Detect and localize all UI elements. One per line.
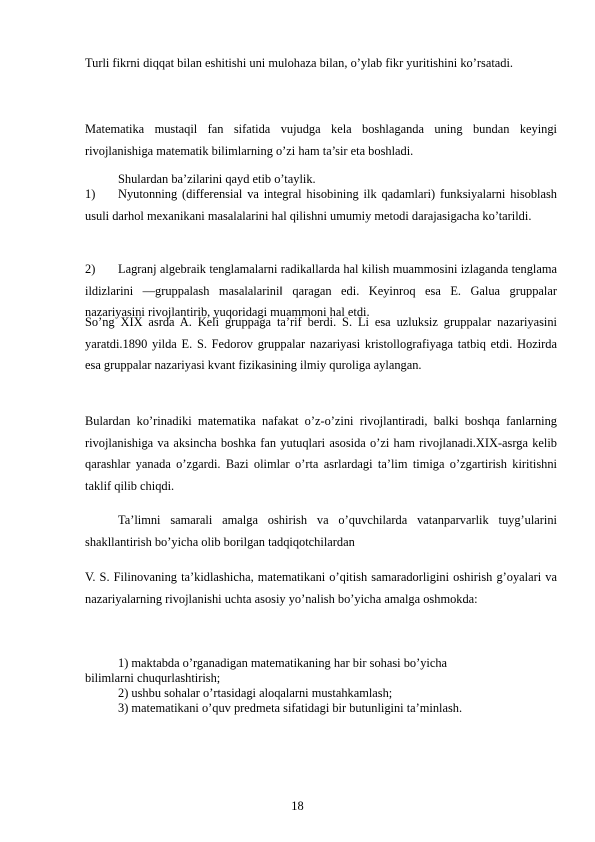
- page-number: 18: [291, 799, 304, 813]
- paragraph-lagrange: Lagranj algebraik tenglamalarni radikallarda hal kilish muammosini izlaganda tenglama ildizlarini ―gruppalash masalalarini‖ qaragan edi. Keyinroq esa E. Galua gruppalar nazariyasini rivojlantirib, yuqoridagi muammoni hal etdi.: [85, 262, 557, 320]
- paragraph-newton: Nyutonning (differensial va integral hisobining ilk qadamlari) funksiyalarni hisoblash usuli darhol mexanikani masalalarini hal qilishni umumiy metodi darajasigacha ko’tarildi.: [85, 187, 557, 223]
- list-item-1: 1) maktabda o’rganadigan matematikaning har bir sohasi bo’yicha: [118, 656, 448, 670]
- list-item-3: 3) matematikani o’quv predmeta sifatidagi bir butunligini ta’minlash.: [118, 701, 463, 715]
- list-item-1-continued: bilimlarni chuqurlashtirish;: [85, 671, 221, 685]
- paragraph-lead-in: Shulardan ba’zilarini qayd etib o’taylik.: [118, 172, 316, 186]
- list-item-2: 2) ushbu sohalar o’rtasidagi aloqalarni mustahkamlash;: [118, 686, 393, 700]
- paragraph-development: Bulardan ko’rinadiki matematika nafakat o’z-o’zini rivojlantiradi, balki boshqa fanlarning rivojlanishiga va aksincha boshka fan yutuqlari asosida o’zi ham rivojlanadi.XIX-asrga kelib qarashlar yanada o’zgardi. Bazi olimlar o’rta asrlardagi ta’lim timiga o’zgartirish kiritishni taklif qilib chiqdi.: [85, 414, 557, 493]
- paragraph-education: Ta’limni samarali amalga oshirish va o’quvchilarda vatanparvarlik tuyg’ularini shakllantirish bo’yicha olib borilgan tadqiqotchilardan: [85, 513, 557, 549]
- paragraph-intro: Turli fikrni diqqat bilan eshitishi uni mulohaza bilan, o’ylab fikr yuritishini ko’rsatadi.: [85, 56, 513, 70]
- list-number-1: 1): [85, 187, 96, 201]
- paragraph-group-theory: So’ng XIX asrda A. Keli gruppaga ta’rif berdi. S. Li esa uzluksiz gruppalar nazariyasini yaratdi.1890 yilda E. S. Fedorov gruppalar nazariyasi kristollografiyaga tatbiq etdi. Hozirda esa gruppalar nazariyasi kvant fizikasining ilmiy quroliga aylangan.: [85, 315, 557, 373]
- list-number-2: 2): [85, 262, 96, 276]
- paragraph-filinova: V. S. Filinovaning ta’kidlashicha, matematikani o’qitish samaradorligini oshirish g’oyalari va nazariyalarning rivojlanishi uchta asosiy yo’nalish bo’yicha amalga oshmokda:: [85, 570, 557, 606]
- paragraph-math-independent: Matematika mustaqil fan sifatida vujudga kela boshlaganda uning bundan keyingi rivojlanishiga matematik bilimlarning o’zi ham ta’sir eta boshladi.: [85, 122, 557, 158]
